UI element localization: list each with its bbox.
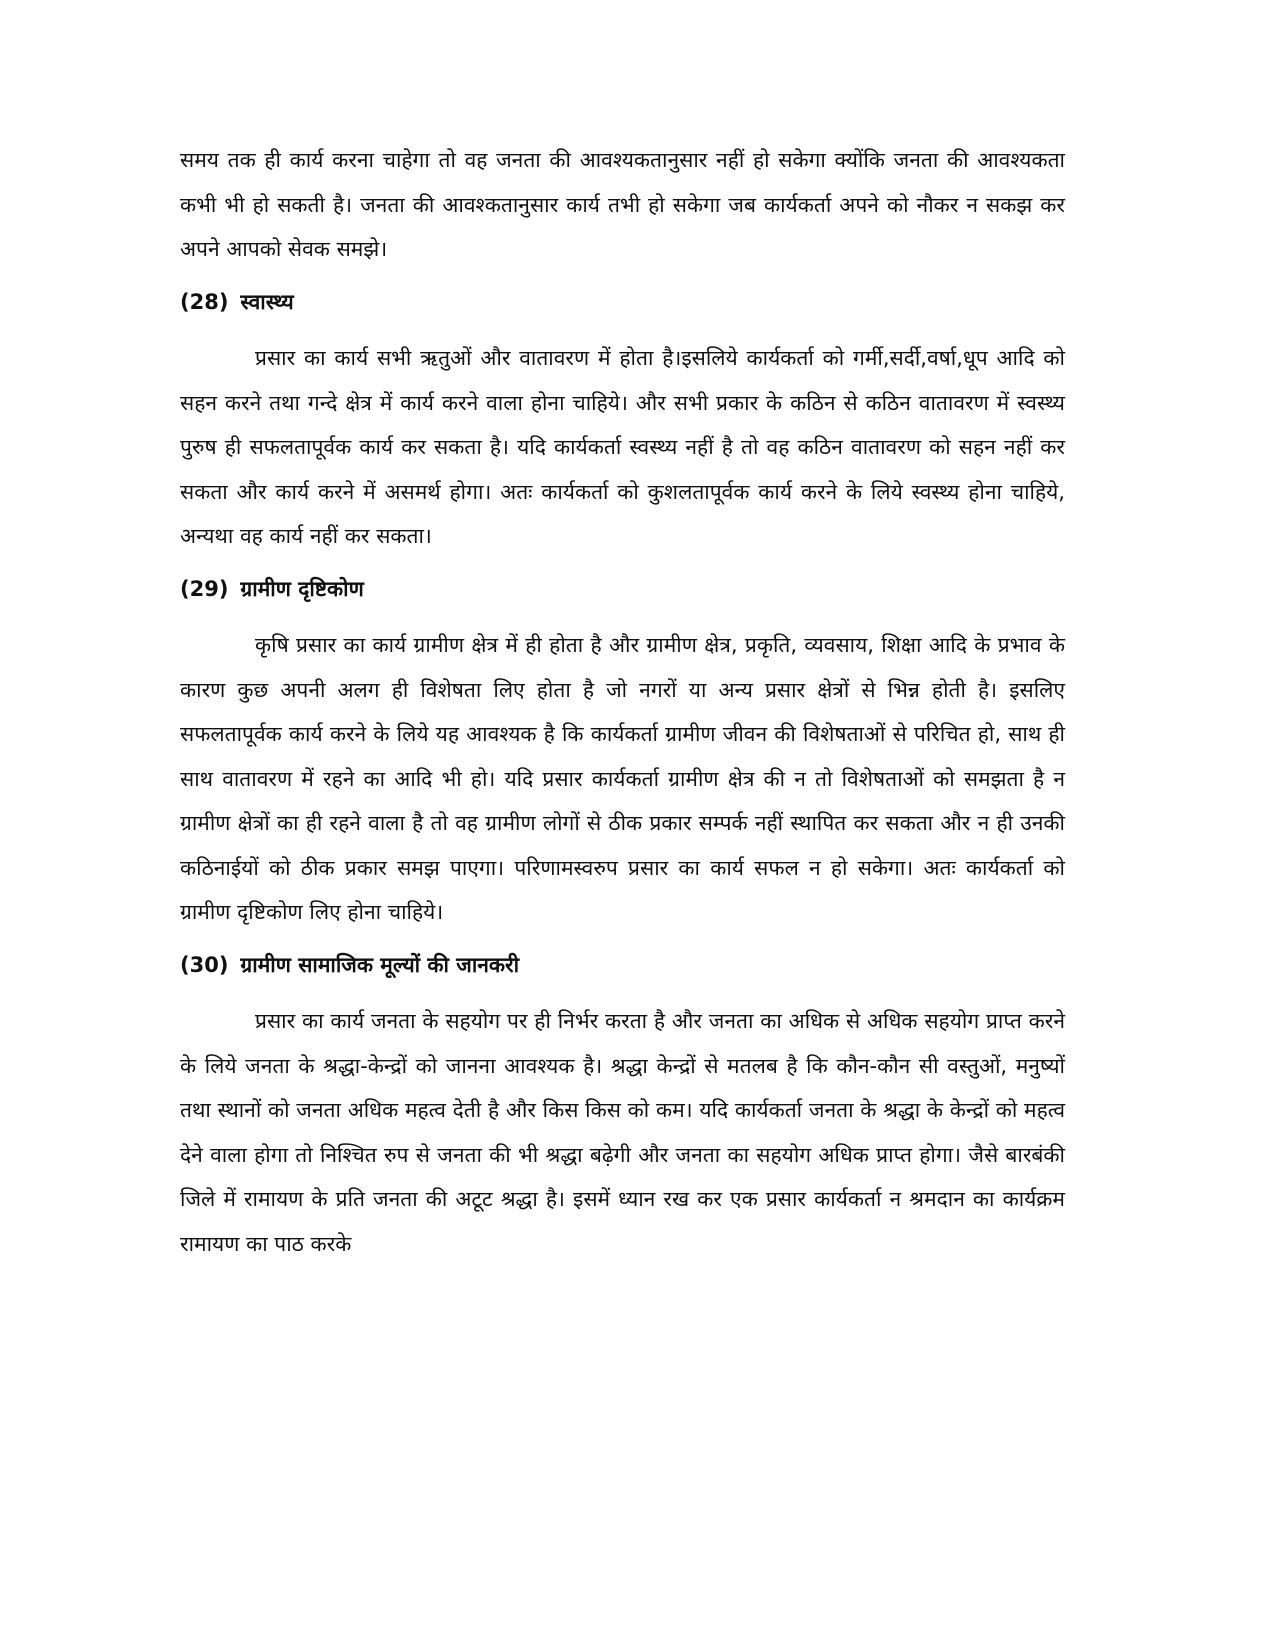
section-title: ग्रामीण सामाजिक मूल्यों की जानकरी — [240, 952, 520, 977]
section-heading-29 — [180, 567, 1065, 612]
section-title: ग्रामीण दृष्टिकोण — [240, 576, 364, 601]
section-heading-28 — [180, 280, 1065, 325]
intro-paragraph: समय तक ही कार्य करना चाहेगा तो वह जनता की आवश्यकतानुसार नहीं हो सकेगा क्योंकि जनता की आवश्यकता कभी भी हो सकती है। जनता की आवश्कतानुसार कार्य तभी हो सकेगा जब कार्यकर्ता अपने को नौकर न सकझ कर अपने आपको सेवक समझे। — [180, 148, 1065, 261]
page-content — [180, 138, 1065, 1266]
section-number: (30) — [180, 952, 229, 977]
section-heading-30 — [180, 943, 1065, 988]
section-body-29: कृषि प्रसार का कार्य ग्रामीण क्षेत्र में ही होता है और ग्रामीण क्षेत्र, प्रकृति, व्यवसाय, शिक्षा आदि के प्रभाव के कारण कुछ अपनी अलग ही विशेषता लिए होता है जो नगरों या अन्य प्रसार क्षेत्रों से भिन्न होती है। इसलिए सफलतापूर्वक कार्य करने के लिये यह आवश्यक है कि कार्यकर्ता ग्रामीण जीवन की विशेषताओं से परिचित हो, साथ ही साथ वातावरण में रहने का आदि भी हो। यदि प्रसार कार्यकर्ता ग्रामीण क्षेत्र की न तो विशेषताओं को समझता है न ग्रामीण क्षेत्रों का ही रहने वाला है तो वह ग्रामीण लोगों से ठीक प्रकार सम्पर्क नहीं स्थापित कर सकता और न ही उनकी कठिनाईयों को ठीक प्रकार समझ पाएगा। परिणामस्वरुप प्रसार का कार्य सफल न हो सकेगा। अतः कार्यकर्ता को ग्रामीण दृष्टिकोण लिए होना चाहिये। — [180, 633, 1065, 924]
section-body-30: प्रसार का कार्य जनता के सहयोग पर ही निर्भर करता है और जनता का अधिक से अधिक सहयोग प्राप्त करने के लिये जनता के श्रद्धा-केन्द्रों को जानना आवश्यक है। श्रद्धा केन्द्रों से मतलब है कि कौन-कौन सी वस्तुओं, मनुष्यों तथा स्थानों को जनता अधिक महत्व देती है और किस किस को कम। यदि कार्यकर्ता जनता के श्रद्धा के केन्द्रों को महत्व देने वाला होगा तो निश्चित रुप से जनता की भी श्रद्धा बढ़ेगी और जनता का सहयोग अधिक प्राप्त होगा। जैसे बारबंकी जिले में रामायण के प्रति जनता की अटूट श्रद्धा है। इसमें ध्यान रख कर एक प्रसार कार्यकर्ता न श्रमदान का कार्यक्रम रामायण का पाठ करके — [180, 1009, 1065, 1256]
section-number: (29) — [180, 576, 229, 601]
section-title: स्वास्थ्य — [240, 289, 294, 314]
section-number: (28) — [180, 289, 229, 314]
section-body-28: प्रसार का कार्य सभी ऋतुओं और वातावरण में होता है।इसलिये कार्यकर्ता को गर्मी,सर्दी,वर्षा,धूप आदि को सहन करने तथा गन्दे क्षेत्र में कार्य करने वाला होना चाहिये। और सभी प्रकार के कठिन से कठिन वातावरण में स्वस्थ्य पुरुष ही सफलतापूर्वक कार्य कर सकता है। यदि कार्यकर्ता स्वस्थ्य नहीं है तो वह कठिन वातावरण को सहन नहीं कर सकता और कार्य करने में असमर्थ होगा। अतः कार्यकर्ता को कुशलतापूर्वक कार्य करने के लिये स्वस्थ्य होना चाहिये, अन्यथा वह कार्य नहीं कर सकता। — [180, 346, 1065, 548]
